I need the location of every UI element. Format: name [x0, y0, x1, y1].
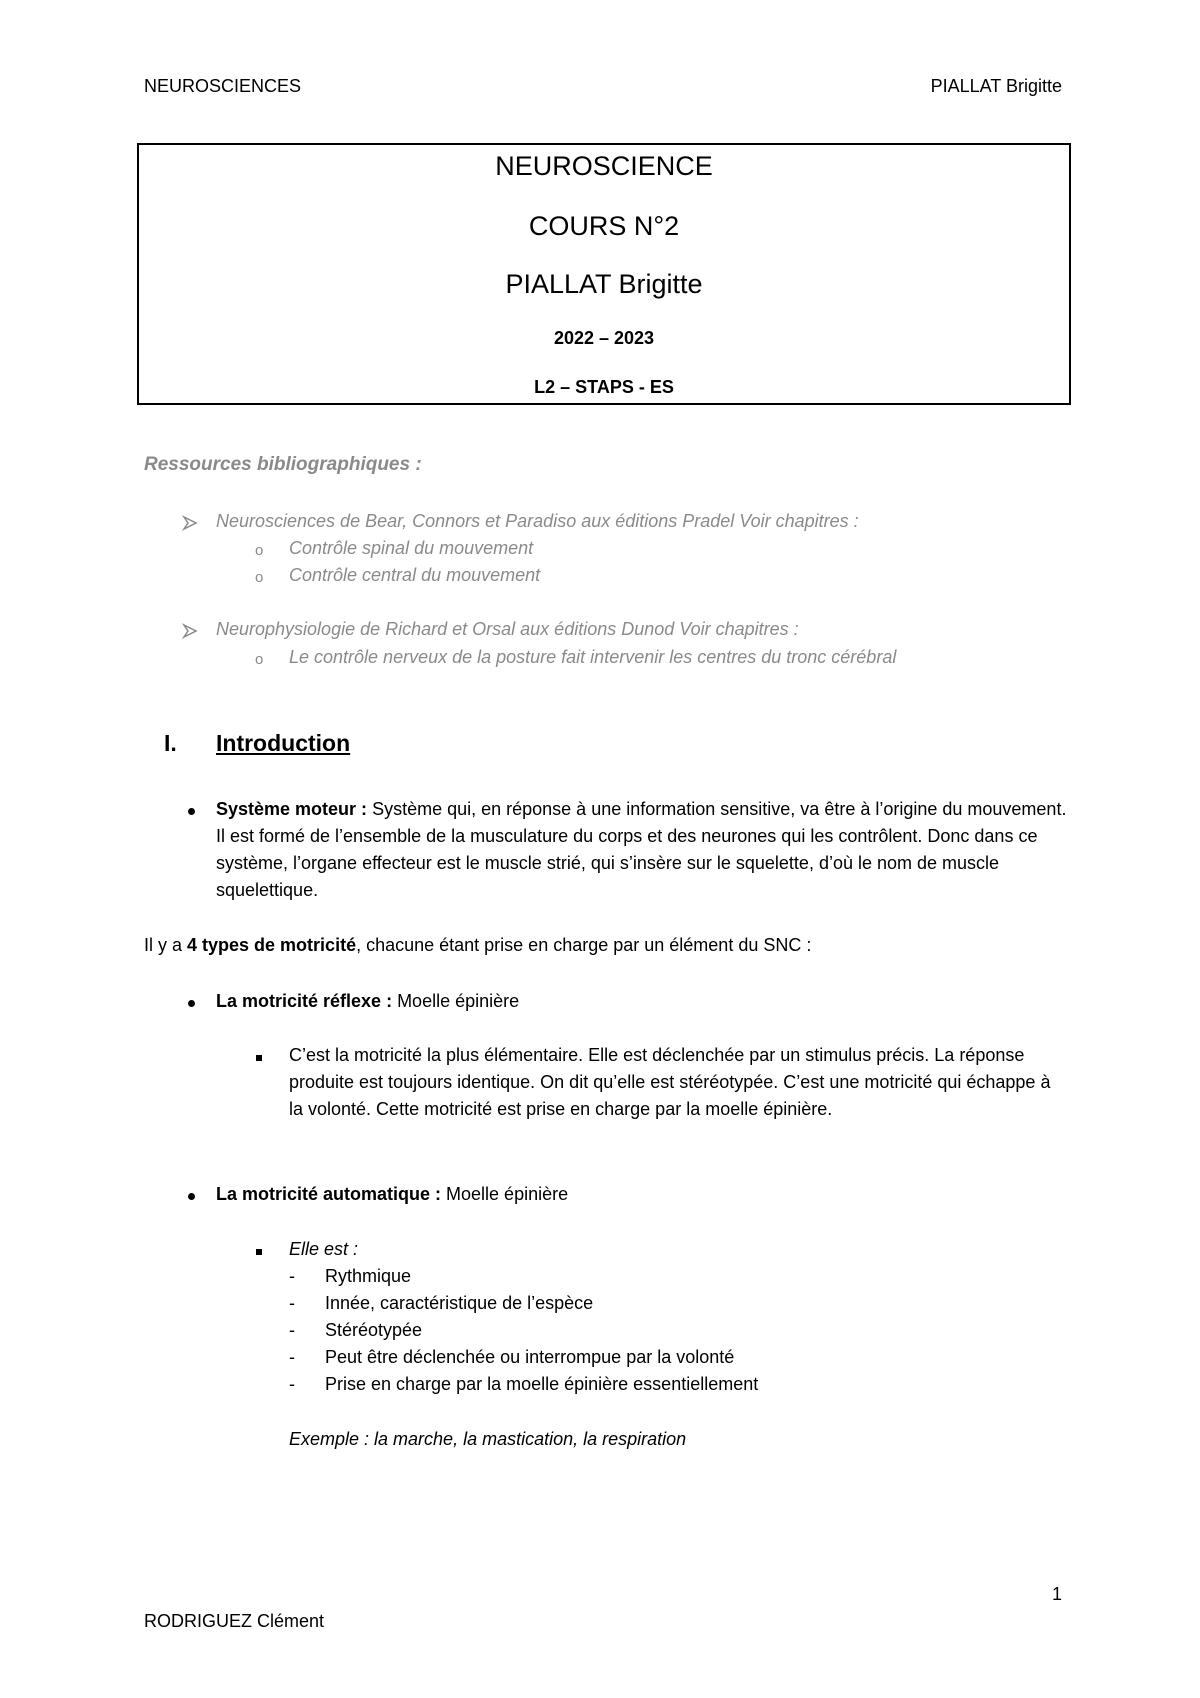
arrow-bullet-icon — [182, 623, 198, 639]
dash-icon: - — [289, 1293, 295, 1313]
automatique-heading — [216, 1181, 1076, 1208]
book-2: Neurophysiologie de Richard et Orsal aux éditions Dunod Voir chapitres : — [216, 619, 799, 639]
reflexe-heading — [216, 988, 1076, 1015]
section-number: I. — [164, 730, 177, 756]
systeme-moteur-paragraph — [216, 796, 1076, 904]
dash-icon: - — [289, 1320, 295, 1340]
book-1: Neurosciences de Bear, Connors et Paradiso aux éditions Pradel Voir chapitres : — [216, 511, 859, 531]
automatique-intro-text: Elle est : — [289, 1239, 359, 1259]
reflexe-text: C’est la motricité la plus élémentaire. Elle est déclenchée par un stimulus précis. La réponse produite est toujours identique. On dit qu’elle est stéréotypée. C’est une motricité qui échappe à la volonté. Cette motricité est prise en charge par la moelle épinière. — [289, 1045, 1051, 1119]
book-2-chapter: Le contrôle nerveux de la posture fait intervenir les centres du tronc cérébral — [289, 647, 897, 667]
reflexe-label: La motricité réflexe : — [216, 991, 393, 1011]
title-line-professor: PIALLAT Brigitte — [505, 269, 703, 299]
title-line-subject: NEUROSCIENCE — [495, 151, 713, 181]
bullet-icon — [188, 1193, 195, 1200]
types-paragraph — [144, 932, 1074, 959]
header-right: PIALLAT Brigitte — [930, 76, 1062, 96]
list-item: Peut être déclenchée ou interrompue par la volonté — [325, 1347, 735, 1367]
types-bold: 4 types de motricité — [187, 935, 357, 955]
arrow-bullet-icon — [182, 515, 198, 531]
title-box — [137, 143, 1071, 405]
dash-icon: - — [289, 1347, 295, 1367]
header-left: NEUROSCIENCES — [144, 76, 302, 96]
title-line-course: COURS N°2 — [528, 211, 680, 241]
section-title: Introduction — [216, 730, 351, 756]
automatique-label: La motricité automatique : — [216, 1184, 442, 1204]
automatique-intro — [289, 1236, 358, 1263]
bullet-icon — [188, 808, 195, 815]
dash-icon: - — [289, 1374, 295, 1394]
reflexe-value: Moelle épinière — [392, 991, 520, 1011]
resources-title: Ressources bibliographiques : — [144, 454, 422, 475]
circle-bullet-icon: o — [255, 569, 264, 586]
square-bullet-icon — [256, 1055, 262, 1061]
square-bullet-icon — [256, 1249, 262, 1255]
list-item: Rythmique — [325, 1266, 412, 1286]
systeme-moteur-text: Système qui, en réponse à une information sensitive, va être à l’origine du mouvement. Il est formé de l’ensemble de la musculature du corps et des neurones qui les contrôlent. Donc dans ce système, l’organe effecteur est le muscle strié, qui s’insère sur le squelette, d’où le nom de muscle squelettique. — [216, 799, 1067, 900]
list-item: Stéréotypée — [325, 1320, 423, 1340]
list-item: Innée, caractéristique de l’espèce — [325, 1293, 594, 1313]
title-line-class: L2 – STAPS - ES — [534, 377, 674, 397]
footer-author: RODRIGUEZ Clément — [144, 1611, 325, 1631]
list-item: Prise en charge par la moelle épinière essentiellement — [325, 1374, 759, 1394]
circle-bullet-icon: o — [255, 542, 264, 559]
dash-icon: - — [289, 1266, 295, 1286]
types-post: , chacune étant prise en charge par un élément du SNC : — [356, 935, 812, 955]
systeme-moteur-label: Système moteur : — [216, 799, 368, 819]
automatique-value: Moelle épinière — [441, 1184, 569, 1204]
title-line-year: 2022 – 2023 — [553, 328, 655, 348]
bullet-icon — [188, 1000, 195, 1007]
circle-bullet-icon: o — [255, 651, 264, 668]
types-pre: Il y a — [144, 935, 188, 955]
book-1-chapter: Contrôle spinal du mouvement — [289, 538, 534, 558]
page-number: 1 — [1051, 1584, 1062, 1604]
example-text: Exemple : la marche, la mastication, la respiration — [289, 1429, 687, 1449]
example-line — [289, 1426, 686, 1453]
book-1-chapter: Contrôle central du mouvement — [289, 565, 541, 585]
